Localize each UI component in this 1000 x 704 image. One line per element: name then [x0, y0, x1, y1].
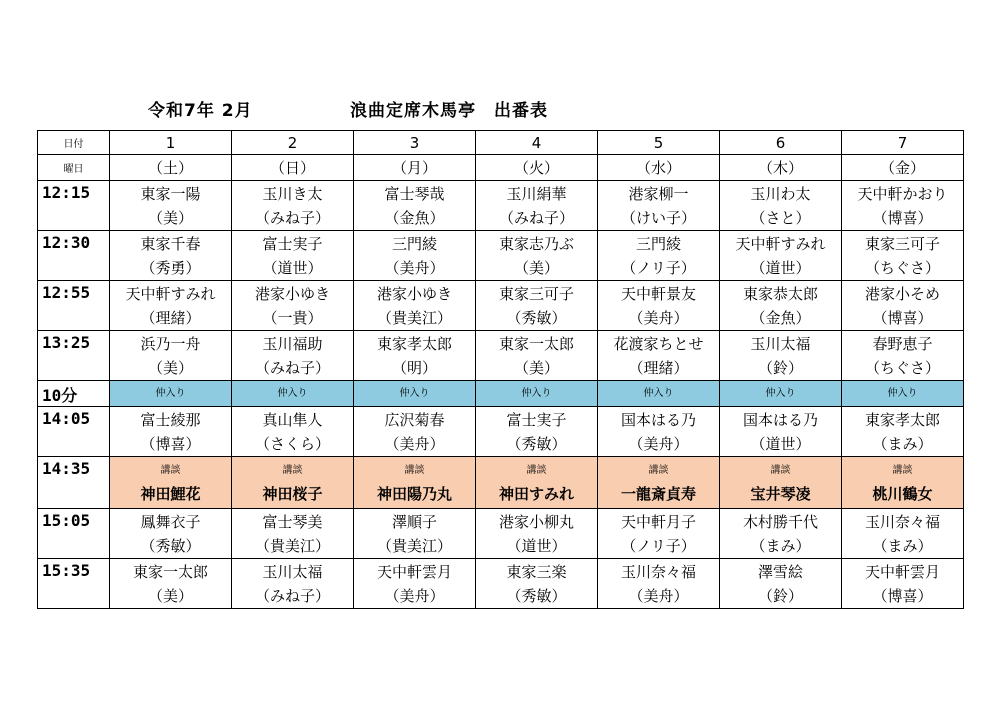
shamisen-name: （まみ） [872, 434, 933, 453]
performer-name: 港家小ゆき [376, 284, 452, 303]
performer-name: 港家小柳丸 [498, 512, 574, 531]
performer-cell [598, 509, 720, 559]
shamisen-name: （美舟） [384, 258, 445, 277]
performer-cell [232, 509, 354, 559]
performer-cell [598, 181, 720, 231]
shamisen-name: （美） [147, 358, 193, 377]
performer-cell [598, 281, 720, 331]
header-weekday-row [38, 155, 964, 181]
shamisen-name: （一貴） [262, 308, 323, 327]
kodan-label: 講談 [282, 464, 303, 476]
shamisen-name: （美） [147, 208, 193, 227]
shamisen-name: （美舟） [384, 434, 445, 453]
slot-row [38, 231, 964, 281]
performer-cell-content [232, 408, 353, 456]
shamisen-name: （道世） [750, 258, 811, 277]
kodan-label: 講談 [892, 464, 913, 476]
kodan-cell [354, 457, 476, 509]
performer-cell-content [842, 282, 963, 330]
shamisen-name: （けい子） [620, 208, 696, 227]
slot-row [38, 559, 964, 609]
day-number: 5 [598, 131, 720, 155]
kodan-label: 講談 [160, 464, 181, 476]
performer-name: 木村勝千代 [742, 512, 818, 531]
performer-cell [476, 181, 598, 231]
intermission-cell: 仲入り [598, 381, 720, 407]
performer-cell [476, 281, 598, 331]
day-number: 6 [720, 131, 842, 155]
shamisen-name: （道世） [506, 536, 567, 555]
weekday: （火） [476, 155, 598, 181]
performer-cell-content [110, 232, 231, 280]
performer-name: 東家一太郎 [498, 334, 574, 353]
day-number: 7 [842, 131, 964, 155]
performer-cell [232, 331, 354, 381]
performer-name: 天中軒景友 [620, 284, 696, 303]
performer-cell [720, 559, 842, 609]
performer-name: 玉川太福 [750, 334, 811, 353]
shamisen-name: （美） [513, 358, 559, 377]
kodan-cell-content [354, 460, 475, 506]
performer-cell [232, 231, 354, 281]
kodan-row [38, 457, 964, 509]
performer-name: 玉川太福 [262, 562, 323, 581]
slot-row [38, 509, 964, 559]
weekday: （水） [598, 155, 720, 181]
shamisen-name: （みね子） [254, 208, 330, 227]
performer-cell [842, 281, 964, 331]
time-label: 13:25 [38, 331, 110, 381]
performer-cell-content [476, 282, 597, 330]
performer-cell-content [720, 282, 841, 330]
time-label: 12:15 [38, 181, 110, 231]
performer-cell-content [720, 182, 841, 230]
kodan-cell [598, 457, 720, 509]
shamisen-name: （さくら） [254, 434, 330, 453]
performer-cell-content [720, 408, 841, 456]
shamisen-name: （道世） [750, 434, 811, 453]
performer-cell [476, 559, 598, 609]
performer-name: 広沢菊春 [384, 410, 445, 429]
performer-cell-content [476, 182, 597, 230]
performer-cell [598, 331, 720, 381]
intermission-cell: 仲入り [354, 381, 476, 407]
shamisen-name: （まみ） [750, 536, 811, 555]
shamisen-name: （ノリ子） [621, 536, 696, 555]
shamisen-name: （金魚） [384, 208, 445, 227]
performer-name: 国本はる乃 [742, 410, 818, 429]
kodan-performer: 宝井琴凌 [750, 484, 811, 503]
performer-name: 富士実子 [506, 410, 567, 429]
shamisen-name: （さと） [750, 208, 811, 227]
kodan-performer: 神田陽乃丸 [376, 484, 452, 503]
time-label: 12:30 [38, 231, 110, 281]
title-venue: 浪曲定席木馬亭 出番表 [350, 101, 548, 121]
performer-cell-content [110, 182, 231, 230]
performer-cell [476, 509, 598, 559]
performer-cell [842, 509, 964, 559]
performer-cell [354, 407, 476, 457]
performer-cell-content [354, 282, 475, 330]
performer-cell-content [232, 282, 353, 330]
shamisen-name: （金魚） [750, 308, 811, 327]
performer-cell-content [720, 510, 841, 558]
performer-cell [842, 407, 964, 457]
performer-cell-content [598, 408, 719, 456]
performer-name: 澤雪絵 [757, 562, 803, 581]
performer-cell-content [598, 510, 719, 558]
kodan-performer: 神田すみれ [498, 484, 574, 503]
performer-name: 鳳舞衣子 [140, 512, 201, 531]
intermission-cell: 仲入り [232, 381, 354, 407]
performer-name: 東家三可子 [498, 284, 574, 303]
intermission-length: 10分 [38, 381, 110, 407]
performer-cell-content [232, 510, 353, 558]
performer-cell [354, 331, 476, 381]
day-number: 4 [476, 131, 598, 155]
kodan-performer: 桃川鶴女 [872, 484, 933, 503]
kodan-label: 講談 [526, 464, 547, 476]
kodan-cell-content [720, 460, 841, 506]
performer-cell-content [598, 282, 719, 330]
weekday: （月） [354, 155, 476, 181]
performer-cell [842, 231, 964, 281]
slot-row [38, 407, 964, 457]
shamisen-name: （秀敏） [140, 536, 201, 555]
shamisen-name: （鈴） [757, 358, 803, 377]
weekday: （木） [720, 155, 842, 181]
performer-name: 天中軒すみれ [125, 284, 216, 303]
performer-cell-content [232, 182, 353, 230]
shamisen-name: （理緒） [140, 308, 201, 327]
slot-row [38, 331, 964, 381]
performer-cell-content [232, 332, 353, 380]
performer-cell [110, 281, 232, 331]
performer-name: 天中軒すみれ [735, 234, 826, 253]
performer-name: 花渡家ちとせ [613, 334, 704, 353]
shamisen-name: （秀敏） [506, 308, 567, 327]
performer-cell [232, 281, 354, 331]
performer-cell-content [842, 408, 963, 456]
performer-name: 東家孝太郎 [864, 410, 940, 429]
shamisen-name: （秀勇） [140, 258, 201, 277]
performer-cell-content [476, 332, 597, 380]
performer-name: 澤順子 [391, 512, 437, 531]
performer-name: 玉川絹華 [506, 184, 567, 203]
time-label: 14:35 [38, 457, 110, 509]
performer-cell-content [598, 232, 719, 280]
time-label: 15:35 [38, 559, 110, 609]
performer-name: 玉川福助 [262, 334, 323, 353]
performer-cell-content [598, 182, 719, 230]
performer-cell-content [110, 510, 231, 558]
shamisen-name: （まみ） [872, 536, 933, 555]
performer-cell [476, 407, 598, 457]
performer-cell [476, 231, 598, 281]
performer-cell [720, 407, 842, 457]
performer-name: 富士実子 [262, 234, 323, 253]
performer-cell-content [720, 332, 841, 380]
performer-cell [720, 181, 842, 231]
shamisen-name: （博喜） [140, 434, 201, 453]
shamisen-name: （みね子） [498, 208, 574, 227]
shamisen-name: （道世） [262, 258, 323, 277]
performer-name: 東家孝太郎 [376, 334, 452, 353]
performer-cell-content [842, 560, 963, 608]
performer-cell-content [232, 232, 353, 280]
time-label: 12:55 [38, 281, 110, 331]
performer-name: 春野恵子 [872, 334, 933, 353]
performer-name: 港家柳一 [628, 184, 689, 203]
shamisen-name: （みね子） [254, 586, 330, 605]
performer-cell [720, 509, 842, 559]
performer-cell [354, 509, 476, 559]
performer-cell-content [598, 560, 719, 608]
kodan-cell [720, 457, 842, 509]
performer-cell [110, 407, 232, 457]
weekday-label: 曜日 [38, 155, 110, 181]
shamisen-name: （貴美江） [254, 536, 330, 555]
performer-cell-content [598, 332, 719, 380]
shamisen-name: （貴美江） [376, 308, 452, 327]
performer-cell [842, 181, 964, 231]
performer-cell-content [720, 560, 841, 608]
shamisen-name: （理緒） [628, 358, 689, 377]
performer-name: 東家三可子 [864, 234, 940, 253]
performer-cell-content [476, 560, 597, 608]
performer-cell [354, 181, 476, 231]
performer-cell [354, 281, 476, 331]
slot-row [38, 181, 964, 231]
title-month: 令和7年 2月 [148, 101, 253, 121]
performer-cell [232, 407, 354, 457]
performer-name: 天中軒かおり [857, 184, 948, 203]
schedule-table [37, 130, 964, 609]
performer-name: 東家三楽 [506, 562, 567, 581]
performer-name: 港家小ゆき [254, 284, 330, 303]
kodan-label: 講談 [648, 464, 669, 476]
performer-cell [842, 559, 964, 609]
intermission-cell: 仲入り [476, 381, 598, 407]
kodan-cell-content [476, 460, 597, 506]
performer-cell-content [476, 232, 597, 280]
kodan-label: 講談 [404, 464, 425, 476]
shamisen-name: （ちぐさ） [864, 358, 940, 377]
performer-cell-content [354, 510, 475, 558]
performer-cell [598, 231, 720, 281]
performer-name: 東家恭太郎 [742, 284, 818, 303]
performer-cell-content [110, 282, 231, 330]
shamisen-name: （博喜） [872, 586, 933, 605]
day-number: 3 [354, 131, 476, 155]
performer-cell [720, 281, 842, 331]
kodan-cell-content [110, 460, 231, 506]
performer-cell-content [354, 332, 475, 380]
performer-name: 玉川奈々福 [864, 512, 940, 531]
performer-cell-content [232, 560, 353, 608]
kodan-label: 講談 [770, 464, 791, 476]
performer-cell [110, 231, 232, 281]
performer-cell [476, 331, 598, 381]
performer-cell [110, 181, 232, 231]
performer-name: 東家千春 [140, 234, 201, 253]
shamisen-name: （博喜） [872, 208, 933, 227]
performer-cell-content [842, 332, 963, 380]
shamisen-name: （美舟） [628, 586, 689, 605]
kodan-performer: 神田桜子 [262, 484, 323, 503]
performer-cell [720, 231, 842, 281]
performer-name: 東家志乃ぶ [498, 234, 574, 253]
shamisen-name: （ノリ子） [621, 258, 696, 277]
kodan-cell [842, 457, 964, 509]
kodan-cell-content [598, 460, 719, 506]
performer-cell-content [476, 408, 597, 456]
performer-cell-content [110, 560, 231, 608]
performer-name: 港家小そめ [864, 284, 940, 303]
performer-cell [354, 559, 476, 609]
performer-cell [598, 559, 720, 609]
intermission-cell: 仲入り [842, 381, 964, 407]
performer-name: 三門綾 [635, 234, 681, 253]
performer-name: 真山隼人 [262, 410, 323, 429]
performer-cell [232, 181, 354, 231]
shamisen-name: （美舟） [628, 434, 689, 453]
performer-cell-content [842, 232, 963, 280]
performer-cell [842, 331, 964, 381]
performer-cell-content [354, 408, 475, 456]
date-label: 日付 [38, 131, 110, 155]
performer-name: 国本はる乃 [620, 410, 696, 429]
performer-cell-content [354, 560, 475, 608]
kodan-performer: 一龍斎貞寿 [620, 484, 696, 503]
weekday: （金） [842, 155, 964, 181]
performer-name: 東家一太郎 [132, 562, 208, 581]
header-date-row [38, 131, 964, 155]
day-number: 2 [232, 131, 354, 155]
shamisen-name: （美） [513, 258, 559, 277]
performer-cell [598, 407, 720, 457]
shamisen-name: （美舟） [628, 308, 689, 327]
slot-row [38, 281, 964, 331]
time-label: 15:05 [38, 509, 110, 559]
performer-name: 天中軒雲月 [864, 562, 940, 581]
performer-cell-content [110, 408, 231, 456]
performer-cell [110, 559, 232, 609]
performer-cell-content [110, 332, 231, 380]
kodan-cell-content [842, 460, 963, 506]
performer-cell [110, 331, 232, 381]
performer-cell-content [354, 182, 475, 230]
performer-name: 富士綾那 [140, 410, 201, 429]
performer-name: 三門綾 [391, 234, 437, 253]
performer-cell-content [842, 182, 963, 230]
kodan-cell [232, 457, 354, 509]
day-number: 1 [110, 131, 232, 155]
shamisen-name: （ちぐさ） [864, 258, 940, 277]
intermission-row [38, 381, 964, 407]
kodan-performer: 神田鯉花 [140, 484, 201, 503]
intermission-cell: 仲入り [110, 381, 232, 407]
shamisen-name: （秀敏） [506, 434, 567, 453]
performer-name: 東家一陽 [140, 184, 201, 203]
performer-name: 天中軒月子 [620, 512, 696, 531]
kodan-cell [110, 457, 232, 509]
weekday: （日） [232, 155, 354, 181]
shamisen-name: （貴美江） [376, 536, 452, 555]
shamisen-name: （博喜） [872, 308, 933, 327]
shamisen-name: （秀敏） [506, 586, 567, 605]
performer-name: 富士琴哉 [384, 184, 445, 203]
performer-cell [232, 559, 354, 609]
shamisen-name: （みね子） [254, 358, 330, 377]
shamisen-name: （明） [391, 358, 437, 377]
performer-name: 天中軒雲月 [376, 562, 452, 581]
performer-name: 玉川わ太 [750, 184, 811, 203]
performer-name: 富士琴美 [262, 512, 323, 531]
kodan-cell-content [232, 460, 353, 506]
performer-cell [354, 231, 476, 281]
performer-cell [720, 331, 842, 381]
performer-cell [110, 509, 232, 559]
performer-name: 玉川奈々福 [620, 562, 696, 581]
performer-cell-content [720, 232, 841, 280]
performer-cell-content [476, 510, 597, 558]
time-label: 14:05 [38, 407, 110, 457]
shamisen-name: （鈴） [757, 586, 803, 605]
performer-name: 玉川き太 [262, 184, 323, 203]
performer-name: 浜乃一舟 [140, 334, 201, 353]
performer-cell-content [842, 510, 963, 558]
shamisen-name: （美舟） [384, 586, 445, 605]
kodan-cell [476, 457, 598, 509]
intermission-cell: 仲入り [720, 381, 842, 407]
performer-cell-content [354, 232, 475, 280]
weekday: （土） [110, 155, 232, 181]
shamisen-name: （美） [147, 586, 193, 605]
